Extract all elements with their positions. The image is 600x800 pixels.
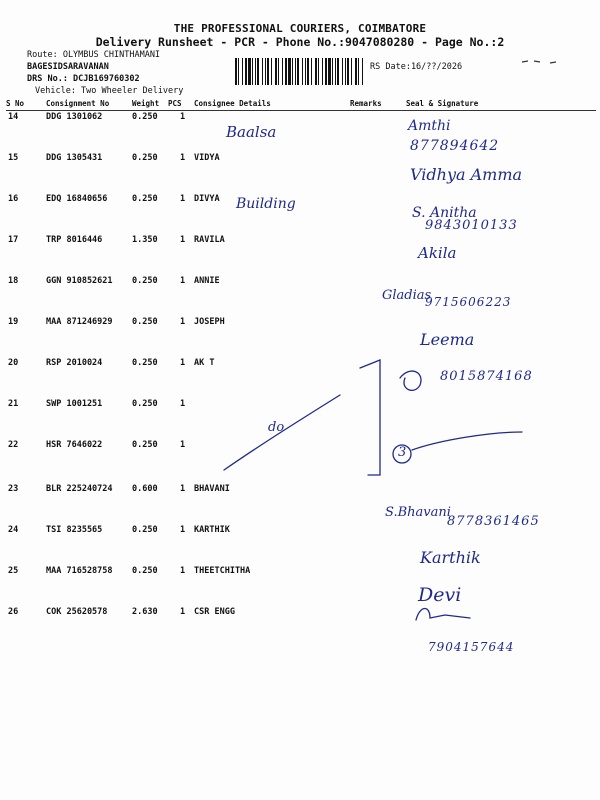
row-consignee: KARTHIK [194,525,230,535]
row-sno: 16 [8,194,19,204]
route-label: Route: OLYMBUS CHINTHAMANI [27,50,161,60]
row-consignment-no: SWP 1001251 [46,399,103,409]
row-weight: 1.350 [132,235,158,245]
handwriting-phone: 9715606223 [425,295,512,309]
row-consignee: RAVILA [194,235,225,245]
row-sno: 24 [8,525,19,535]
row-weight: 2.630 [132,607,158,617]
row-consignment-no: BLR 225240724 [46,484,113,494]
col-weight: Weight [132,99,160,108]
row-consignment-no: EDQ 16840656 [46,194,108,204]
handwriting-phone: 877894642 [410,138,500,154]
row-consignment-no: HSR 7646022 [46,440,103,450]
row-weight: 0.250 [132,153,158,163]
signature-scrawl [416,608,470,620]
row-sno: 18 [8,276,19,286]
row-weight: 0.250 [132,112,158,122]
row-consignee: AK T [194,358,215,368]
col-remarks: Remarks [350,99,382,108]
handwriting-phone: 8778361465 [447,514,540,529]
handwriting-signature: S. Anitha [412,205,477,221]
col-consignment: Consignment No [46,99,110,108]
row-consignment-no: RSP 2010024 [46,358,103,368]
row-consignee: BHAVANI [194,484,230,494]
handwriting-signature: Gladias [382,288,432,303]
row-pcs: 1 [180,484,186,494]
company-name: THE PROFESSIONAL COURIERS, COIMBATORE [173,22,427,35]
staff-name: BAGESIDSARAVANAN [27,62,109,72]
handwriting-signature: Karthik [420,548,481,567]
handwriting-phone: 8015874168 [440,369,533,384]
col-sno: S No [6,99,25,108]
bracket-stroke [360,360,380,475]
runsheet-title: Delivery Runsheet - PCR - Phone No.:9047080280 - Page No.:2 [95,35,505,49]
vehicle-type: Vehicle: Two Wheeler Delivery [35,86,184,96]
ditto-stroke [224,395,340,470]
row-pcs: 1 [180,194,186,204]
row-sno: 26 [8,607,19,617]
row-sno: 14 [8,112,19,122]
row-weight: 0.250 [132,358,158,368]
row-sno: 25 [8,566,19,576]
row-sno: 20 [8,358,19,368]
row-consignment-no: TRP 8016446 [46,235,103,245]
row-pcs: 1 [180,153,186,163]
row-sno: 19 [8,317,19,327]
row-pcs: 1 [180,235,186,245]
row-weight: 0.250 [132,317,158,327]
row-weight: 0.250 [132,399,158,409]
row-pcs: 1 [180,399,186,409]
row-consignee: ANNIE [194,276,220,286]
col-pcs: PCS [168,99,182,108]
row-consignment-no: TSI 8235565 [46,525,103,535]
row-pcs: 1 [180,440,186,450]
signature-scrawl [400,371,421,390]
drs-number: DRS No.: DCJB169760302 [27,74,140,84]
row-weight: 0.250 [132,525,158,535]
row-sno: 22 [8,440,19,450]
row-consignee: CSR ENGG [194,607,235,617]
ditto-stroke [412,432,522,450]
row-weight: 0.250 [132,276,158,286]
row-consignment-no: MAA 716528758 [46,566,113,576]
row-pcs: 1 [180,525,186,535]
handwriting-row14-name: Baalsa [226,123,277,141]
row-pcs: 1 [180,566,186,576]
handwriting-signature: Leema [420,330,475,349]
col-consignee: Consignee Details [194,99,271,108]
row-sno: 21 [8,399,19,409]
row-sno: 23 [8,484,19,494]
handwriting-signature: Vidhya Amma [410,165,523,184]
handwriting-phone: 9843010133 [425,218,518,233]
row-consignee: DIVYA [194,194,220,204]
handwriting-note: Building [236,196,296,212]
row-pcs: 1 [180,276,186,286]
row-pcs: 1 [180,607,186,617]
handwriting-signature: S.Bhavani [385,505,451,520]
row-weight: 0.250 [132,194,158,204]
row-consignment-no: DDG 1305431 [46,153,103,163]
row-sno: 15 [8,153,19,163]
handwriting-signature: Amthi [408,118,451,134]
row-pcs: 1 [180,317,186,327]
handwriting-signature: Devi [418,584,462,606]
row-weight: 0.250 [132,440,158,450]
row-sno: 17 [8,235,19,245]
handwriting-count: 3 [398,445,407,460]
row-consignee: JOSEPH [194,317,225,327]
row-consignment-no: MAA 871246929 [46,317,113,327]
row-consignment-no: COK 25620578 [46,607,108,617]
row-weight: 0.250 [132,566,158,576]
handwriting-ditto: do [268,420,285,435]
row-consignment-no: DDG 1301062 [46,112,103,122]
col-seal: Seal & Signature [406,99,479,108]
handwriting-signature: Akila [418,244,457,262]
row-consignee: THEETCHITHA [194,566,251,576]
row-pcs: 1 [180,112,186,122]
rs-date: RS Date:16/??/2026 [370,62,463,72]
handwriting-phone: 7904157644 [428,640,515,654]
row-consignment-no: GGN 910852621 [46,276,113,286]
row-weight: 0.600 [132,484,158,494]
row-pcs: 1 [180,358,186,368]
row-consignee: VIDYA [194,153,220,163]
circle-stroke [393,445,411,463]
